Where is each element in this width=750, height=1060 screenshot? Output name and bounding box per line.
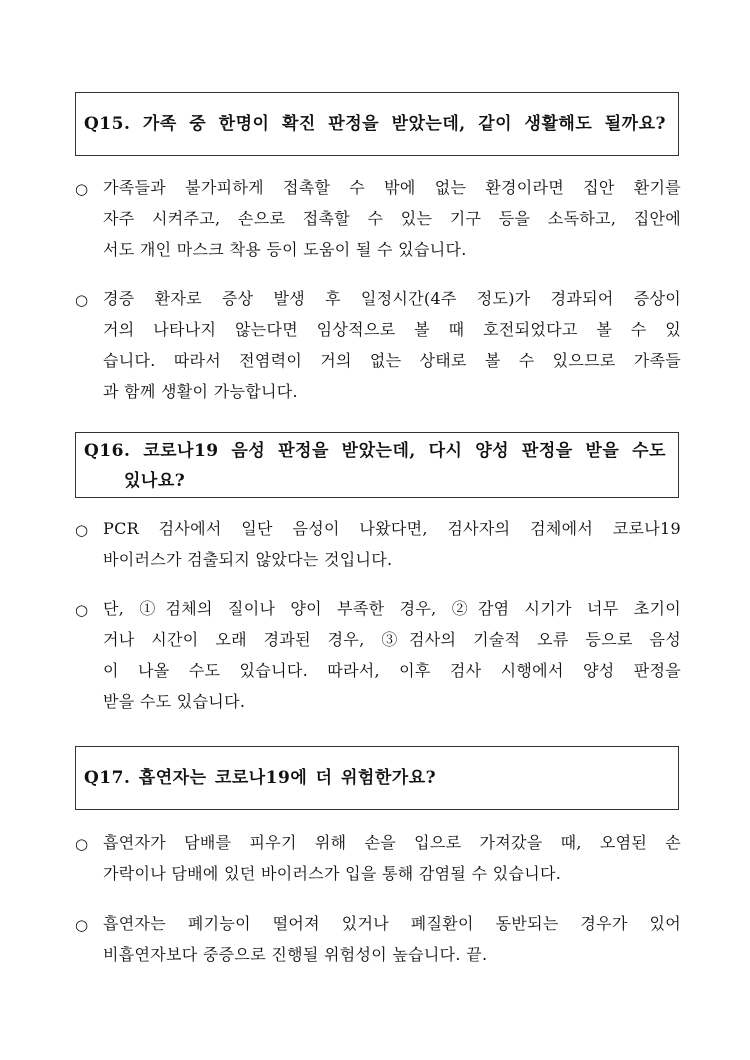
question-text-q15: Q15. 가족 중 한명이 확진 판정을 받았는데, 같이 생활해도 될까요? [84,114,666,134]
bullet-icon: ○ [75,291,89,309]
question-box-q17 [75,746,679,810]
answer-line: 흡연자는 폐기능이 떨어져 있거나 폐질환이 동반되는 경우가 있어 [103,914,681,933]
answer-q16-1 [75,513,681,575]
answer-line: 이 나올 수도 있습니다. 따라서, 이후 검사 시행에서 양성 판정을 [103,661,681,680]
question-text-q16-line2-row [84,467,666,495]
answer-line: 자주 시켜주고, 손으로 접촉할 수 있는 기구 등을 소독하고, 집안에 [103,209,681,228]
answer-line: 가락이나 담배에 있던 바이러스가 입을 통해 감염될 수 있습니다. [103,864,562,883]
answer-q17-1 [75,827,681,889]
bullet-icon: ○ [75,521,89,539]
answer-line: 흡연자가 담배를 피우기 위해 손을 입으로 가져갔을 때, 오염된 손 [103,833,681,852]
answer-line: 습니다. 따라서 전염력이 거의 없는 상태로 볼 수 있으므로 가족들 [103,351,681,370]
answer-line: 거의 나타나지 않는다면 임상적으로 볼 때 호전되었다고 볼 수 있 [103,320,681,339]
answer-line: 받을 수도 있습니다. [103,692,246,711]
answer-line: 비흡연자보다 중증으로 진행될 위험성이 높습니다. 끝. [103,945,488,964]
answer-line: 단, ①검체의 질이나 양이 부족한 경우, ②감염 시기가 너무 초기이 [103,599,681,618]
bullet-icon: ○ [75,916,89,934]
answer-q16-2 [75,593,681,717]
answer-line: 거나 시간이 오래 경과된 경우, ③검사의 기술적 오류 등으로 음성 [103,630,681,649]
answer-line: 과 함께 생활이 가능합니다. [103,382,298,401]
question-text-q16-line1: Q16. 코로나19 음성 판정을 받았는데, 다시 양성 판정을 받을 수도 [84,441,666,461]
question-text-q17: Q17. 흡연자는 코로나19에 더 위험한가요? [84,768,437,788]
answer-q15-2 [75,283,681,407]
answer-line: 서도 개인 마스크 착용 등이 도움이 될 수 있습니다. [103,240,467,259]
answer-line: 바이러스가 검출되지 않았다는 것입니다. [103,550,393,569]
question-box-q16 [75,432,679,498]
question-box-q15 [75,92,679,156]
answer-line: PCR 검사에서 일단 음성이 나왔다면, 검사자의 검체에서 코로나19 [103,519,681,538]
question-text-q16-line2: 있나요? [124,471,186,491]
answer-q15-1 [75,172,681,265]
answer-q17-2 [75,908,681,970]
bullet-icon: ○ [75,601,89,619]
answer-line: 경증 환자로 증상 발생 후 일정시간(4주 정도)가 경과되어 증상이 [103,289,681,308]
bullet-icon: ○ [75,835,89,853]
answer-line: 가족들과 불가피하게 접촉할 수 밖에 없는 환경이라면 집안 환기를 [103,178,681,197]
bullet-icon: ○ [75,180,89,198]
